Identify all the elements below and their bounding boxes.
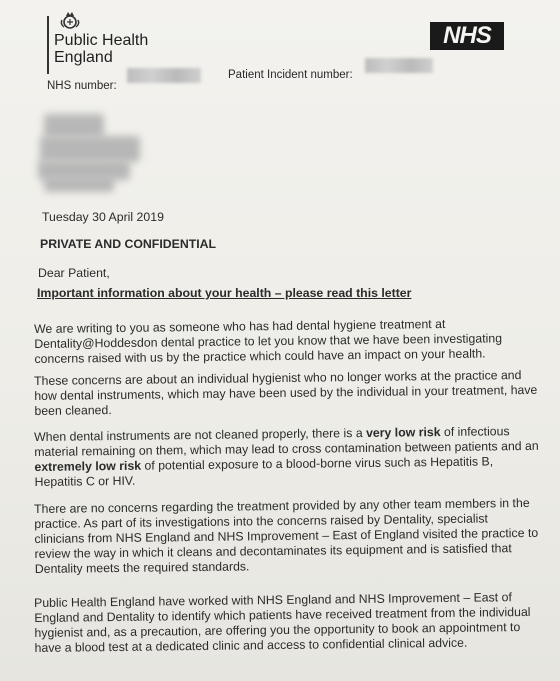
nhs-number-redacted bbox=[127, 68, 201, 83]
incident-number-redacted bbox=[365, 58, 433, 73]
letter-date: Tuesday 30 April 2019 bbox=[42, 210, 164, 224]
extremely-low-risk-emphasis: extremely low risk bbox=[34, 458, 142, 474]
incident-number-label: Patient Incident number: bbox=[228, 69, 353, 81]
letter-heading: Important information about your health – please read this letter bbox=[37, 286, 412, 300]
confidential-label: PRIVATE AND CONFIDENTIAL bbox=[40, 237, 217, 251]
very-low-risk-emphasis: very low risk bbox=[365, 425, 441, 440]
phe-logo-text: Public Health England bbox=[54, 32, 149, 66]
address-redacted bbox=[34, 110, 142, 194]
paragraph-2: These concerns are about an individual hygienist who no longer works at the practice and how dental instruments, which may have been used by the individual in your treatment, have been cleaned. bbox=[34, 368, 538, 418]
paragraph-4: There are no concerns regarding the treatment provided by any other team members in the practice. As part of its investigations into the concerns raised by Dentality, specialist clinicians from NHS England and NHS Improvement – East of England visited the practice to review the way in which it cleans and decontaminates its equipment and is satisfied that Dentality meets the required standards. bbox=[34, 495, 539, 576]
nhs-logo: NHS bbox=[430, 22, 504, 50]
nhs-number-label: NHS number: bbox=[47, 80, 117, 92]
paragraph-3: When dental instruments are not cleaned properly, there is a very low risk of infectious material remaining on them, which may lead to cross contamination between patients and an extremely low risk of potential exposure to a blood-borne virus such as Hepatitis B, Hepatitis C or HIV. bbox=[34, 424, 539, 489]
logo-divider bbox=[47, 16, 49, 74]
royal-crest-icon bbox=[58, 8, 82, 32]
paragraph-1: We are writing to you as someone who has had dental hygiene treatment at Dentality@Hoddesdon dental practice to let you know that we have been investigating concerns raised with us by the practice which could have an impact on your health. bbox=[34, 316, 503, 366]
paragraph-5: Public Health England have worked with NHS England and NHS Improvement – East of England and Dentality to identify which patients have received treatment from the individual hygienist and, as a precaution, are offering you the opportunity to book an appointment to have a blood test at a dedicated clinic and access to confidential clinical advice. bbox=[34, 590, 531, 655]
salutation: Dear Patient, bbox=[38, 266, 110, 280]
